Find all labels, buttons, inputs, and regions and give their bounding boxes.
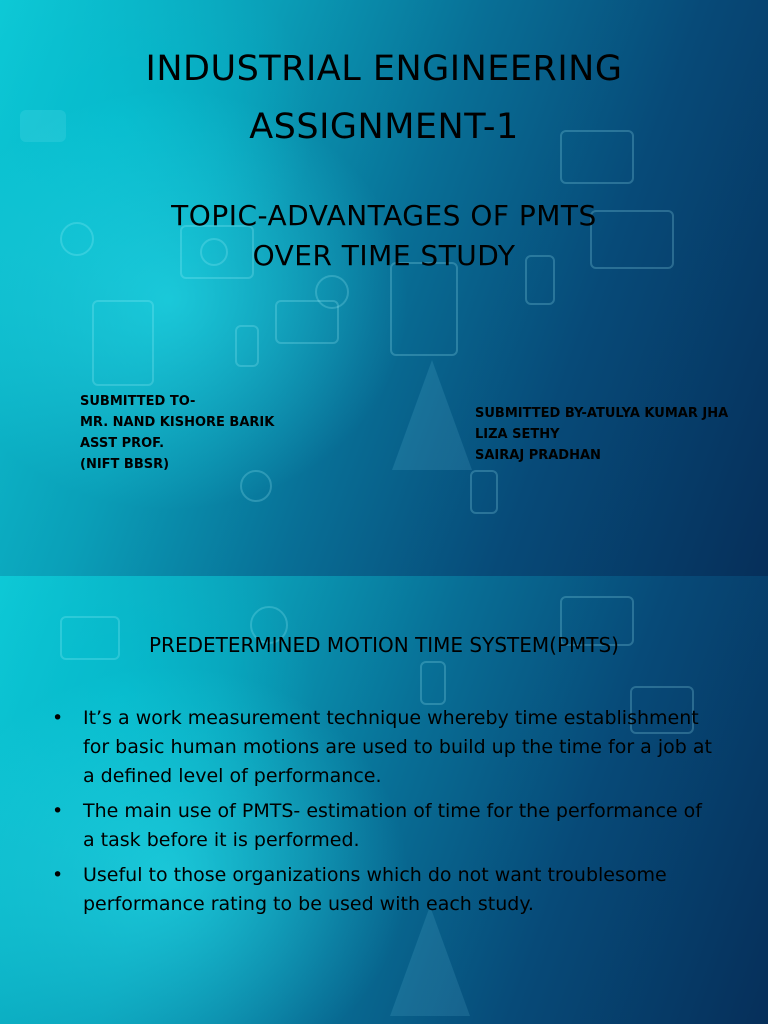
bullet-list: [52, 704, 712, 925]
slide-topic-line: OVER TIME STUDY: [252, 239, 516, 272]
light-beam-decoration: [392, 360, 472, 470]
phone-decoration: [420, 661, 446, 705]
submitted-to-line: MR. NAND KISHORE BARIK: [80, 415, 275, 430]
phone-decoration: [470, 470, 498, 514]
slide-title-line: INDUSTRIAL ENGINEERING: [145, 49, 623, 89]
camera-lens-decoration: [315, 275, 349, 309]
content-slide: [0, 576, 768, 1024]
tablet-decoration: [92, 300, 154, 386]
submitted-to-line: (NIFT BBSR): [80, 457, 170, 472]
list-item: [52, 704, 712, 791]
slide-title: [0, 40, 768, 156]
bullet-text: Useful to those organizations which do not want troublesome performance rating to be used with each study.: [83, 864, 667, 915]
submitted-to-line: ASST PROF.: [80, 436, 165, 451]
bullet-icon: •: [52, 707, 64, 729]
submitted-to-block: [80, 391, 274, 475]
bullet-text: The main use of PMTS- estimation of time for the performance of a task before it is performed.: [83, 800, 702, 851]
list-item: [52, 861, 712, 919]
submitted-by-line: SAIRAJ PRADHAN: [475, 448, 601, 463]
submitted-by-line: SUBMITTED BY-ATULYA KUMAR JHA: [475, 406, 729, 421]
bullet-icon: •: [52, 800, 64, 822]
submitted-by-line: LIZA SETHY: [475, 427, 560, 442]
submitted-to-line: SUBMITTED TO-: [80, 394, 196, 409]
phone-decoration: [235, 325, 259, 367]
slide-topic: [0, 196, 768, 276]
slide-topic-line: TOPIC-ADVANTAGES OF PMTS: [171, 199, 597, 232]
slide-title-line: ASSIGNMENT-1: [249, 107, 519, 147]
bullet-icon: •: [52, 864, 64, 886]
submitted-by-block: [475, 403, 728, 466]
bullet-text: It’s a work measurement technique whereby time establishment for basic human motions are used to build up the time for a job at a defined level of performance.: [83, 707, 712, 787]
slide-heading: PREDETERMINED MOTION TIME SYSTEM(PMTS): [149, 633, 619, 657]
list-item: [52, 797, 712, 855]
tablet-decoration: [390, 262, 458, 356]
